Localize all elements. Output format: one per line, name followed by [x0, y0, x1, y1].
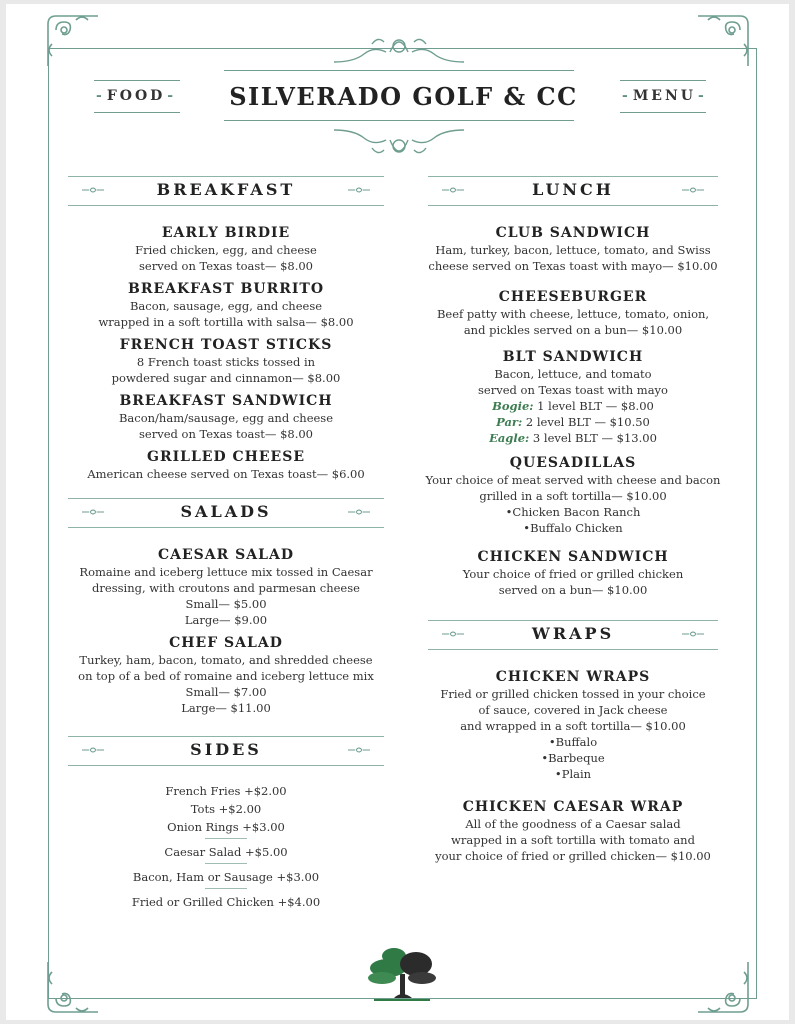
item-desc: 8 French toast sticks tossed in	[136, 355, 316, 369]
side-item: French Fries +$2.00	[165, 784, 287, 798]
wraps-title: WRAPS	[531, 624, 615, 643]
restaurant-title: SILVERADO GOLF & CC	[229, 82, 578, 111]
item-name: CAESAR SALAD	[158, 547, 294, 563]
menu-page	[6, 4, 789, 1020]
tier-label: Eagle:	[489, 431, 530, 445]
corner-ornament-bottom-right	[692, 956, 754, 1018]
corner-ornament-top-right	[692, 10, 754, 72]
menu-item-caesar-salad	[68, 546, 384, 628]
menu-item-chicken-caesar-wrap	[418, 798, 728, 864]
menu-item-chicken-wraps	[418, 668, 728, 782]
divider	[205, 888, 247, 889]
item-price-small: Small— $5.00	[185, 597, 267, 611]
item-desc: and pickles served on a bun— $10.00	[463, 323, 683, 337]
item-name: CHICKEN SANDWICH	[477, 549, 669, 565]
item-desc: on top of a bed of romaine and iceberg lettuce mix	[78, 669, 374, 683]
swirl-icon	[348, 508, 370, 516]
item-price-large: Large— $9.00	[184, 613, 268, 627]
menu-rule-top	[620, 80, 706, 81]
item-desc: Turkey, ham, bacon, tomato, and shredded cheese	[79, 653, 373, 667]
salads-section-header	[68, 496, 384, 530]
tier-label: Bogie:	[492, 399, 534, 413]
corner-ornament-bottom-left	[42, 956, 104, 1018]
item-desc: All of the goodness of a Caesar salad	[465, 817, 681, 831]
blt-tier-eagle	[418, 430, 728, 446]
bottom-scroll-ornament	[324, 122, 474, 166]
menu-item-blt-sandwich	[418, 348, 728, 446]
item-desc: Your choice of meat served with cheese and bacon	[425, 473, 721, 487]
menu-item-chicken-sandwich	[418, 548, 728, 598]
item-desc: cheese served on Texas toast with mayo— $10.00	[428, 259, 718, 273]
item-name: BREAKFAST SANDWICH	[119, 393, 333, 409]
option-item: •Buffalo	[548, 735, 598, 749]
item-desc: Beef patty with cheese, lettuce, tomato, onion,	[436, 307, 710, 321]
food-rule-top	[94, 80, 180, 81]
option-item: •Chicken Bacon Ranch	[505, 505, 641, 519]
item-desc: Bacon, sausage, egg, and cheese	[129, 299, 323, 313]
item-name: BREAKFAST BURRITO	[127, 281, 325, 297]
item-name: CHICKEN CAESAR WRAP	[462, 799, 684, 815]
side-item: Bacon, Ham or Sausage +$3.00	[132, 870, 320, 884]
item-name: CHEESEBURGER	[498, 289, 648, 305]
divider	[205, 838, 247, 839]
item-desc: wrapped in a soft tortilla with tomato and	[451, 833, 695, 847]
swirl-icon	[348, 746, 370, 754]
item-desc: and wrapped in a soft tortilla— $10.00	[460, 719, 686, 733]
wraps-section-header	[428, 618, 718, 652]
item-name: CHEF SALAD	[169, 635, 283, 651]
menu-item-breakfast-sandwich	[68, 392, 384, 442]
option-item: •Barbeque	[541, 751, 605, 765]
item-desc: served on Texas toast— $8.00	[139, 259, 313, 273]
item-desc: Fried or grilled chicken tossed in your choice	[440, 687, 706, 701]
item-desc: Fried chicken, egg, and cheese	[135, 243, 317, 257]
item-desc: of sauce, covered in Jack cheese	[478, 703, 668, 717]
breakfast-section-header	[68, 174, 384, 208]
item-desc: served on a bun— $10.00	[498, 583, 648, 597]
menu-item-cheeseburger	[418, 288, 728, 338]
item-desc: your choice of fried or grilled chicken— $10.00	[435, 849, 711, 863]
item-desc: Bacon/ham/sausage, egg and cheese	[118, 411, 334, 425]
option-item: •Plain	[554, 767, 592, 781]
item-desc: grilled in a soft tortilla— $10.00	[479, 489, 667, 503]
tier-text: 1 level BLT — $8.00	[533, 399, 654, 413]
blt-tier-par	[418, 414, 728, 430]
option-item: •Buffalo Chicken	[523, 521, 623, 535]
sides-section-header	[68, 734, 384, 768]
item-price-large: Large— $11.00	[181, 701, 271, 715]
food-label: - FOOD -	[94, 88, 178, 104]
menu-item-french-toast-sticks	[68, 336, 384, 386]
item-name: GRILLED CHEESE	[146, 449, 305, 465]
blt-tier-bogie	[418, 398, 728, 414]
left-column	[68, 174, 384, 911]
salads-title: SALADS	[180, 502, 272, 521]
tier-text: 2 level BLT — $10.50	[522, 415, 650, 429]
item-desc: Ham, turkey, bacon, lettuce, tomato, and Swiss	[435, 243, 711, 257]
sides-title: SIDES	[190, 740, 262, 759]
item-desc: wrapped in a soft tortilla with salsa— $8.00	[98, 315, 354, 329]
side-item: Fried or Grilled Chicken +$4.00	[131, 895, 321, 909]
corner-ornament-top-left	[42, 10, 104, 72]
tier-label: Par:	[496, 415, 523, 429]
lunch-title: LUNCH	[532, 180, 614, 199]
lunch-section-header	[428, 174, 718, 208]
item-desc: dressing, with croutons and parmesan cheese	[92, 581, 360, 595]
food-rule-bottom	[94, 112, 180, 113]
item-desc: served on Texas toast with mayo	[478, 383, 668, 397]
divider	[205, 863, 247, 864]
item-desc: American cheese served on Texas toast— $6.00	[87, 467, 365, 481]
header-rule-bottom	[224, 120, 574, 121]
menu-item-grilled-cheese	[68, 448, 384, 482]
item-desc: Your choice of fried or grilled chicken	[462, 567, 684, 581]
menu-item-early-birdie	[68, 224, 384, 274]
side-item: Caesar Salad +$5.00	[164, 845, 288, 859]
right-column	[418, 174, 728, 864]
item-name: EARLY BIRDIE	[161, 225, 291, 241]
top-scroll-ornament	[324, 30, 474, 70]
item-name: QUESADILLAS	[509, 455, 637, 471]
sides-list	[68, 782, 384, 911]
item-name: BLT SANDWICH	[502, 349, 644, 365]
item-desc: Bacon, lettuce, and tomato	[494, 367, 652, 381]
menu-item-quesadillas	[418, 454, 728, 536]
tier-text: 3 level BLT — $13.00	[529, 431, 657, 445]
swirl-icon	[682, 186, 704, 194]
item-name: CHICKEN WRAPS	[495, 669, 651, 685]
item-name: FRENCH TOAST STICKS	[119, 337, 333, 353]
tree-logo-icon	[364, 944, 440, 1004]
item-price-small: Small— $7.00	[185, 685, 267, 699]
item-desc: served on Texas toast— $8.00	[139, 427, 313, 441]
header-rule-top	[224, 70, 574, 71]
item-desc: powdered sugar and cinnamon— $8.00	[111, 371, 341, 385]
side-item: Tots +$2.00	[190, 802, 262, 816]
menu-label: - MENU -	[620, 88, 709, 104]
swirl-icon	[682, 630, 704, 638]
menu-rule-bottom	[620, 112, 706, 113]
item-name: CLUB SANDWICH	[495, 225, 651, 241]
menu-item-club-sandwich	[418, 224, 728, 274]
menu-item-breakfast-burrito	[68, 280, 384, 330]
breakfast-title: BREAKFAST	[156, 180, 296, 199]
menu-item-chef-salad	[68, 634, 384, 716]
item-desc: Romaine and iceberg lettuce mix tossed in Caesar	[79, 565, 373, 579]
swirl-icon	[348, 186, 370, 194]
side-item: Onion Rings +$3.00	[167, 820, 285, 834]
